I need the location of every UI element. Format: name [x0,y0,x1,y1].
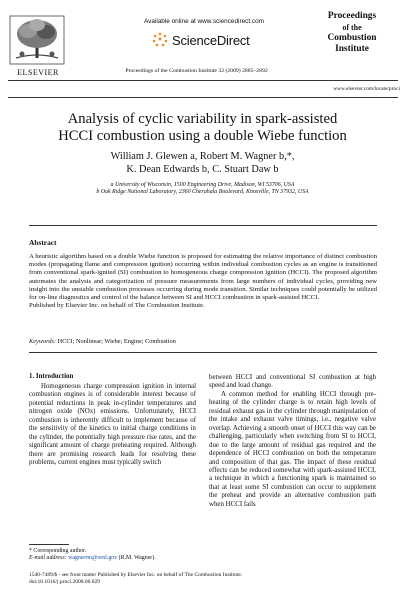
article-title-line: Analysis of cyclic variability in spark-assisted [67,111,338,127]
author-line[interactable]: William J. Glewen a, Robert M. Wagner b,*, [110,151,295,162]
journal-title [313,11,391,55]
available-online-text: Available online at www.sciencedirect.com [144,18,264,25]
elsevier-tree-logo [8,14,66,66]
journal-title-line: Institute [335,44,369,54]
sciencedirect-brand: ScienceDirect [172,33,250,48]
email-suffix: (R.M. Wagner). [118,555,156,562]
email-link[interactable]: wagnerrm@ornl.gov [68,555,118,562]
email-line [29,555,204,562]
email-label: E-mail address: [29,555,67,562]
paragraph: between HCCI and conventional SI combustion at high speed and load change. [209,374,376,390]
keywords [29,338,377,345]
section-heading-introduction: 1. Introduction [29,373,74,380]
abstract-text: A heuristic algorithm based on a double Wiebe function is proposed for estimating the relative importance of distinct combustion modes (propagating flame and compression ignition) occurring within individual combustion cycles as an engine is transitioned from conventional spark-ignited (SI) combustion to homogeneous charge compression ignition (HCCI). The proposed algorithm automates the analysis and categorization of pressure measurements from large numbers of individual cycles, providing new insight into the unstable combustion processes occurring during mode transition. Similar techniques could potentially be utilized for on-line diagnostics and control of the balance between SI and HCCI combustion in spark-assisted HCCI. [29,253,377,302]
journal-url[interactable]: www.elsevier.com/locate/proci [333,86,400,92]
body-column-left [29,383,196,468]
abstract-heading: Abstract [29,238,57,247]
journal-citation: Proceedings of the Combustion Institute 32 (2009) 2885–2892 [125,68,268,74]
keywords-label: Keywords: [29,338,57,345]
corresponding-author-note: * Corresponding author. [29,548,87,554]
article-title-line: HCCI combustion using a double Wiebe function [58,128,347,144]
publisher-name: ELSEVIER [17,68,59,77]
abstract-rule-top [29,225,377,226]
footnote-rule [29,544,69,545]
author-list [40,150,365,176]
keywords-list: HCCI; Nonlinear; Wiebe; Engine; Combustion [57,338,176,345]
affiliation-b: b Oak Ridge National Laboratory, 2360 Cherahala Boulevard, Knoxville, TN 37932, USA [96,189,309,196]
author-line[interactable]: K. Dean Edwards b, C. Stuart Daw b [126,164,279,175]
abstract-published: Published by Elsevier Inc. on behalf of The Combustion Institute. [29,302,205,310]
abstract-rule-bottom [29,352,377,353]
header-rule-lower [8,97,398,98]
paragraph: A common method for enabling HCCI through pre-heating of the cylinder charge is to retain high levels of residual exhaust gas in the cylinder through manipulation of the intake and exhaust valve timings, i.e., negative valve overlap. Achieving a smooth onset of HCCI this way can be challenging, particularly when switching from SI to HCCI, due to the large amount of residual gas required and the dependence of HCCI combustion on both the temperature and composition of that gas. The impact of these residual effects can be reduced somewhat with spark-assisted HCCI, a technique in which a functioning spark is maintained so that at least some SI combustion can occur to supplement the preheat and provide an alternative combustion path when HCCI fails [209,390,376,508]
abstract-body [29,253,377,310]
issn-line: 1540-7489/$ - see front matter Published by Elsevier Inc. on behalf of The Combustion Institute. [29,572,243,578]
sciencedirect-icon [150,30,170,50]
footnote [29,548,204,563]
journal-title-line: of the [342,23,362,32]
journal-title-line: Proceedings [327,11,377,21]
paragraph: Homogeneous charge compression ignition in internal combustion engines is of considerable interest because of potential reductions in peak in-cylinder temperatures and nitrogen oxide (NOx) emissions. Unfortunately, HCCI combustion is inherently difficult to implement because of the sensitivity of the kinetics to initial charge conditions in the cylinder, the potentially high pressure rise rates, and the significant amount of charge preheating required. Although there are promising research leads for resolving these problems, current engines must typically switch [29,383,196,467]
sciencedirect-logo [150,30,290,52]
body-column-right [209,374,376,509]
journal-title-line: Combustion [327,33,377,43]
front-matter-info [29,572,377,586]
affiliations [30,182,375,197]
header-rule [8,80,398,81]
affiliation-a: a University of Wisconsin, 1500 Engineering Drive, Madison, WI 53706, USA [110,182,295,188]
article-title [40,111,365,145]
doi-line[interactable]: doi:10.1016/j.proci.2008.06.029 [29,579,101,585]
